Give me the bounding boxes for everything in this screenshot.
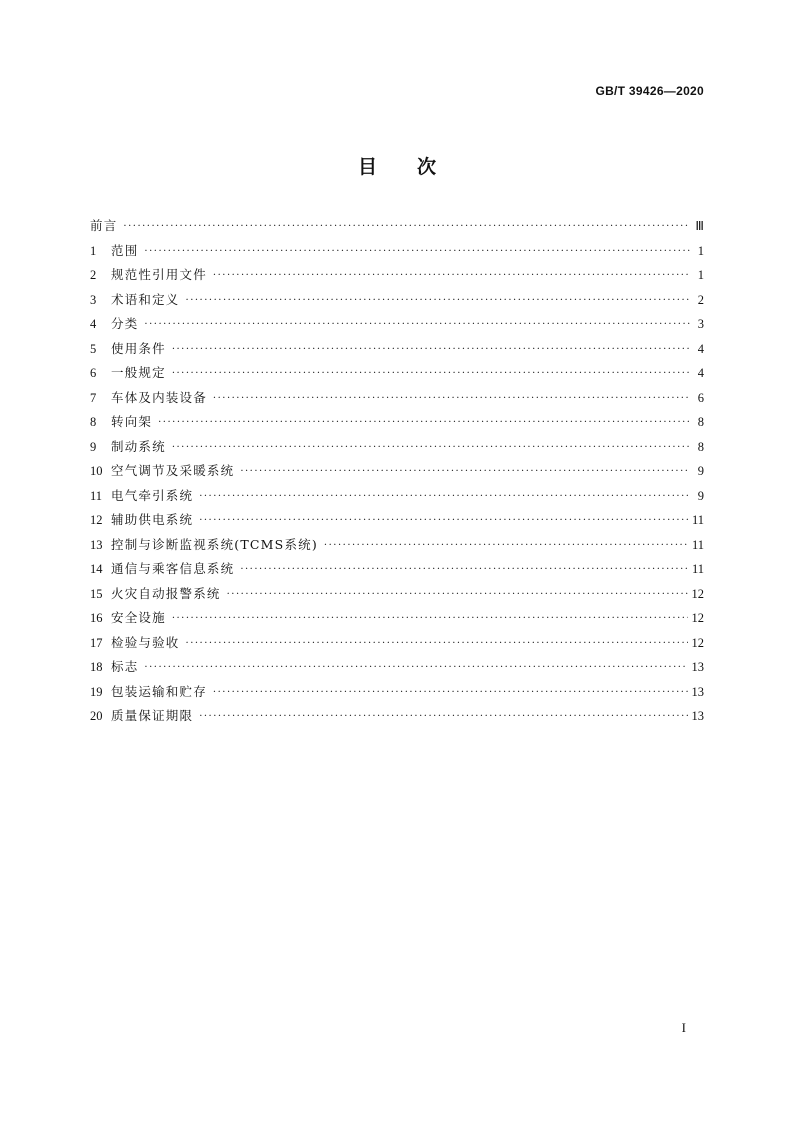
dot-leader	[144, 662, 687, 673]
page-number: I	[681, 1020, 686, 1035]
toc-entry-page: 1	[697, 243, 704, 258]
toc-entry-page: 2	[697, 292, 704, 307]
toc-entry-page: 3	[697, 317, 704, 331]
toc-entry-label: 使用条件	[111, 340, 166, 356]
toc-entry-label: 包装运输和贮存	[111, 683, 207, 699]
toc-entry[interactable]	[90, 265, 704, 290]
toc-entry[interactable]	[90, 339, 704, 364]
toc-entry-number: 2	[90, 268, 97, 282]
toc-entry-label: 分类	[111, 316, 139, 331]
dot-leader	[213, 687, 688, 698]
toc-entry-label: 质量保证期限	[111, 708, 194, 723]
toc-entry[interactable]	[90, 412, 704, 437]
page-title: 目次	[357, 156, 476, 178]
toc-entry-page: 13	[691, 660, 704, 674]
toc-entry[interactable]	[90, 461, 704, 486]
toc-entry-page: 9	[697, 464, 704, 478]
toc-entry-label: 辅助供电系统	[111, 512, 194, 527]
toc-entry-number: 10	[90, 464, 103, 478]
toc-entry[interactable]	[90, 657, 704, 682]
toc-entry[interactable]	[90, 241, 704, 266]
dot-leader	[240, 564, 688, 575]
toc-entry-page: 4	[697, 341, 704, 356]
toc-entry[interactable]	[90, 682, 704, 707]
toc-entry[interactable]	[90, 486, 704, 511]
toc-entry-label: 通信与乘客信息系统	[111, 561, 235, 576]
dot-leader	[213, 393, 690, 404]
dot-leader	[172, 368, 690, 379]
dot-leader	[158, 417, 690, 428]
toc-entry-number: 7	[90, 390, 97, 405]
toc-entry[interactable]	[90, 559, 704, 584]
toc-entry-number: 16	[90, 611, 103, 625]
toc-entry-number: 14	[90, 562, 103, 576]
toc-entry-label: 火灾自动报警系统	[111, 585, 221, 601]
dot-leader	[199, 491, 690, 502]
toc-entry[interactable]	[90, 290, 704, 315]
standard-code: GB/T 39426—2020	[595, 84, 704, 98]
toc-entry-page: 1	[697, 268, 704, 282]
toc-entry-page: 13	[691, 684, 704, 699]
dot-leader	[227, 589, 688, 600]
table-of-contents	[90, 216, 704, 731]
toc-entry-page: 11	[691, 513, 704, 527]
dot-leader	[144, 246, 690, 257]
toc-entry-number: 5	[90, 341, 97, 356]
toc-entry-page: 11	[691, 562, 704, 576]
toc-entry-number: 3	[90, 292, 97, 307]
toc-entry-label: 车体及内装设备	[111, 389, 207, 405]
toc-entry-page: 11	[691, 537, 704, 552]
toc-entry-number: 13	[90, 537, 103, 552]
toc-entry-page: 13	[691, 709, 704, 723]
dot-leader	[172, 344, 690, 355]
toc-entry-number: 12	[90, 513, 103, 527]
toc-entry[interactable]	[90, 608, 704, 633]
toc-entry-number: 19	[90, 684, 103, 699]
toc-entry[interactable]	[90, 510, 704, 535]
toc-entry-page: 12	[691, 611, 704, 625]
toc-entry-page: 8	[697, 439, 704, 454]
dot-leader	[186, 295, 690, 306]
toc-entry[interactable]	[90, 535, 704, 560]
toc-entry-page: 12	[691, 635, 704, 650]
toc-entry-page: 8	[697, 415, 704, 429]
dot-leader	[213, 270, 690, 281]
dot-leader	[172, 613, 688, 624]
toc-entry-label: 安全设施	[111, 610, 166, 625]
toc-entry-label: 一般规定	[111, 365, 166, 380]
dot-leader	[324, 540, 688, 551]
dot-leader	[199, 515, 688, 526]
toc-entry-page: 12	[691, 586, 704, 601]
toc-entry-label: 术语和定义	[111, 291, 180, 307]
toc-entry[interactable]	[90, 363, 704, 388]
toc-entry[interactable]	[90, 437, 704, 462]
toc-entry-number: 4	[90, 317, 97, 331]
dot-leader	[240, 466, 690, 477]
toc-entry-page: 6	[697, 390, 704, 405]
toc-entry-number: 18	[90, 660, 103, 674]
toc-entry-page: 9	[697, 488, 704, 503]
toc-entry[interactable]	[90, 314, 704, 339]
dot-leader	[144, 319, 690, 330]
toc-entry-number: 1	[90, 243, 97, 258]
toc-entry-number: 6	[90, 366, 97, 380]
dot-leader	[172, 442, 690, 453]
toc-entry-label: 标志	[111, 659, 139, 674]
toc-entry-label: 控制与诊断监视系统(TCMS系统)	[111, 536, 318, 552]
toc-entry-label: 空气调节及采暖系统	[111, 463, 235, 478]
toc-entry-number: 11	[90, 488, 103, 503]
toc-entry[interactable]	[90, 633, 704, 658]
toc-entry-number: 9	[90, 439, 97, 454]
toc-entry-label: 转向架	[111, 414, 153, 429]
toc-entry[interactable]	[90, 388, 704, 413]
toc-entry[interactable]	[90, 216, 704, 241]
toc-entry-page: Ⅲ	[695, 219, 704, 233]
toc-entry-number: 17	[90, 635, 103, 650]
toc-entry-label: 检验与验收	[111, 634, 180, 650]
toc-entry-label: 电气牵引系统	[111, 487, 194, 503]
toc-entry-number: 8	[90, 415, 97, 429]
toc-entry[interactable]	[90, 706, 704, 731]
toc-entry[interactable]	[90, 584, 704, 609]
toc-entry-number: 20	[90, 709, 103, 723]
dot-leader	[123, 221, 690, 232]
toc-entry-label: 前言	[90, 218, 118, 233]
toc-entry-label: 范围	[111, 242, 139, 258]
dot-leader	[199, 711, 687, 722]
toc-entry-page: 4	[697, 366, 704, 380]
dot-leader	[186, 638, 688, 649]
toc-entry-number: 15	[90, 586, 103, 601]
toc-entry-label: 规范性引用文件	[111, 267, 207, 282]
toc-entry-label: 制动系统	[111, 438, 166, 454]
